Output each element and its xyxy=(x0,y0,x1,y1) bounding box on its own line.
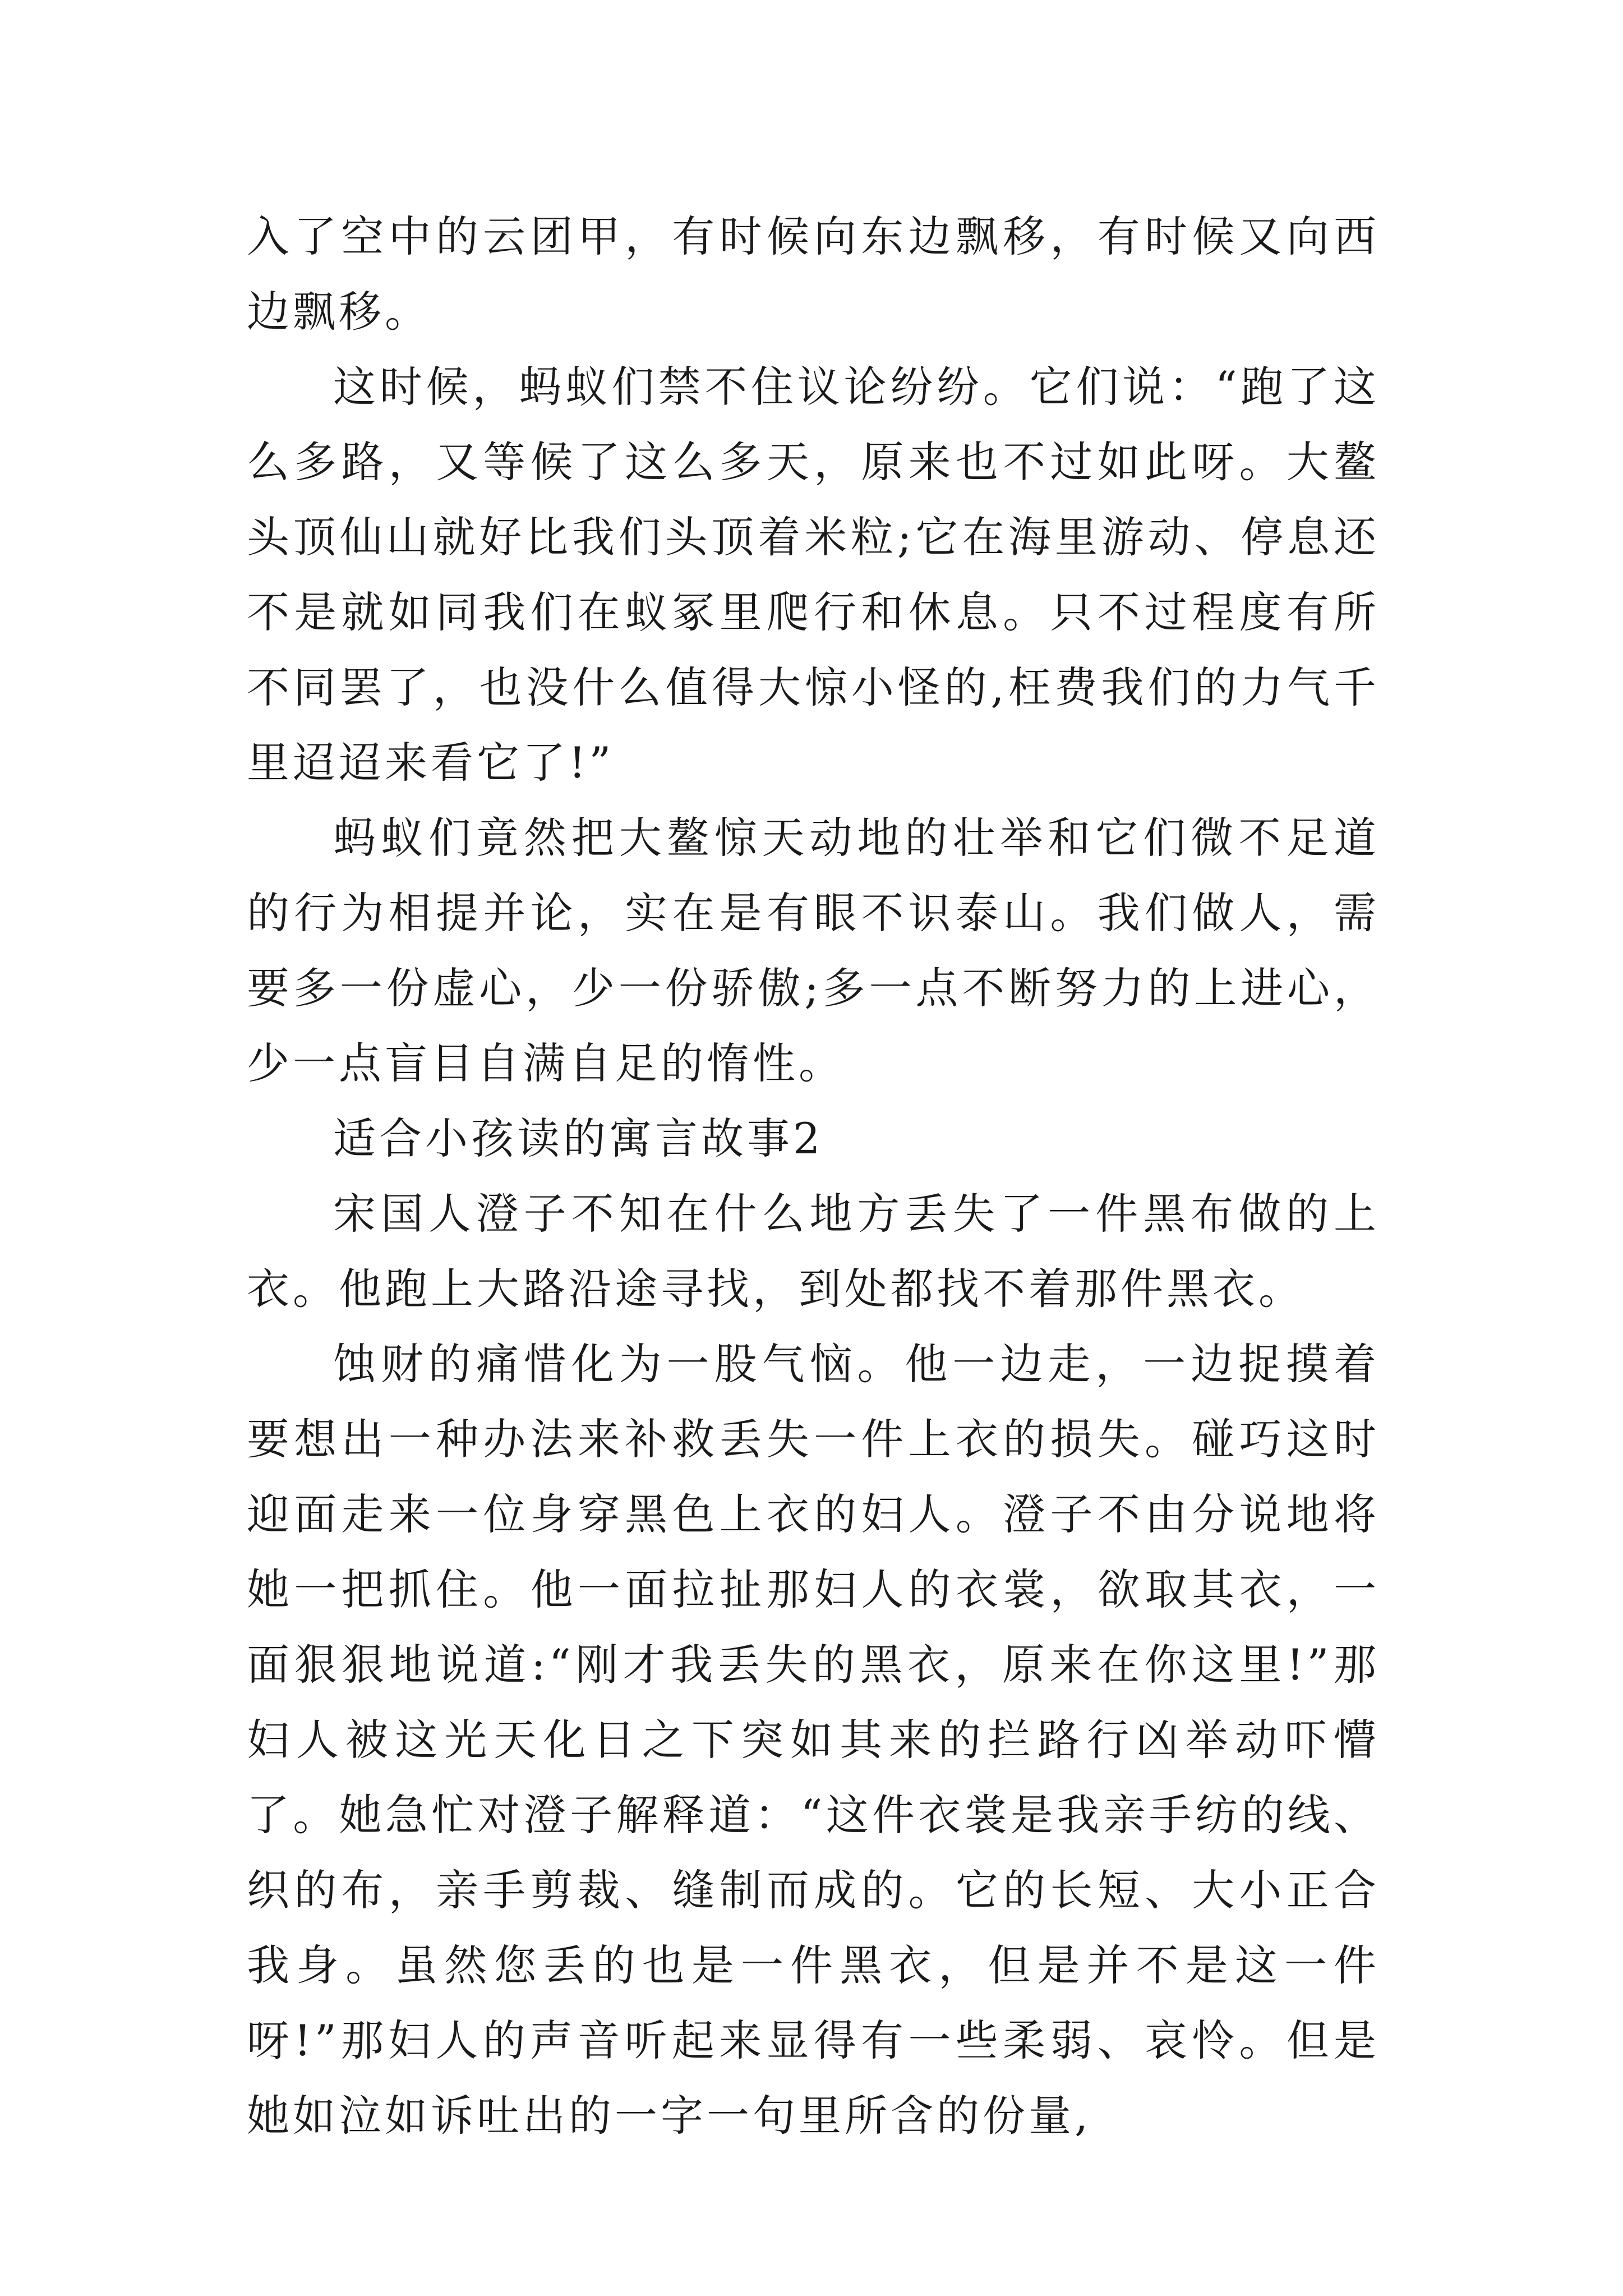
paragraph-moral: 蚂蚁们竟然把大鳌惊天动地的壮举和它们微不足道的行为相提并论，实在是有眼不识泰山。我们做人，需要多一份虚心，少一份骄傲;多一点不断努力的上进心，少一点盲目自满自足的惰性。 xyxy=(247,813,1380,1088)
paragraph-story-body: 蚀财的痛惜化为一股气恼。他一边走，一边捉摸着要想出一种办法来补救丢失一件上衣的损失。碰巧这时迎面走来一位身穿黑色上衣的妇人。澄子不由分说地将她一把抓住。他一面拉扯那妇人的衣裳，欲取其衣，一面狠狠地说道:“刚才我丢失的黑衣，原来在你这里!”那妇人被这光天化日之下突如其来的拦路行凶举动吓懵了。她急忙对澄子解释道：“这件衣裳是我亲手纺的线、织的布，亲手剪裁、缝制而成的。它的长短、大小正合我身。虽然您丢的也是一件黑衣，但是并不是这一件呀!”那妇人的声音听起来显得有一些柔弱、哀怜。但是她如泣如诉吐出的一字一句里所含的份量, xyxy=(247,1339,1380,2141)
document-page xyxy=(247,199,1380,2154)
paragraph-continuation: 入了空中的云团甲，有时候向东边飘移，有时候又向西边飘移。 xyxy=(247,211,1380,337)
section-title: 适合小孩读的寓言故事2 xyxy=(333,1114,824,1163)
paragraph-story-intro: 宋国人澄子不知在什么地方丢失了一件黑布做的上衣。他跑上大路沿途寻找，到处都找不着那件黑衣。 xyxy=(247,1189,1380,1314)
paragraph-ants-discussion: 这时候，蚂蚁们禁不住议论纷纷。它们说：“跑了这么多路，又等候了这么多天，原来也不过如此呀。大鳌头顶仙山就好比我们头顶着米粒;它在海里游动、停息还不是就如同我们在蚁冢里爬行和休息。只不过程度有所不同罢了，也没什么值得大惊小怪的,枉费我们的力气千里迢迢来看它了!” xyxy=(247,362,1380,788)
